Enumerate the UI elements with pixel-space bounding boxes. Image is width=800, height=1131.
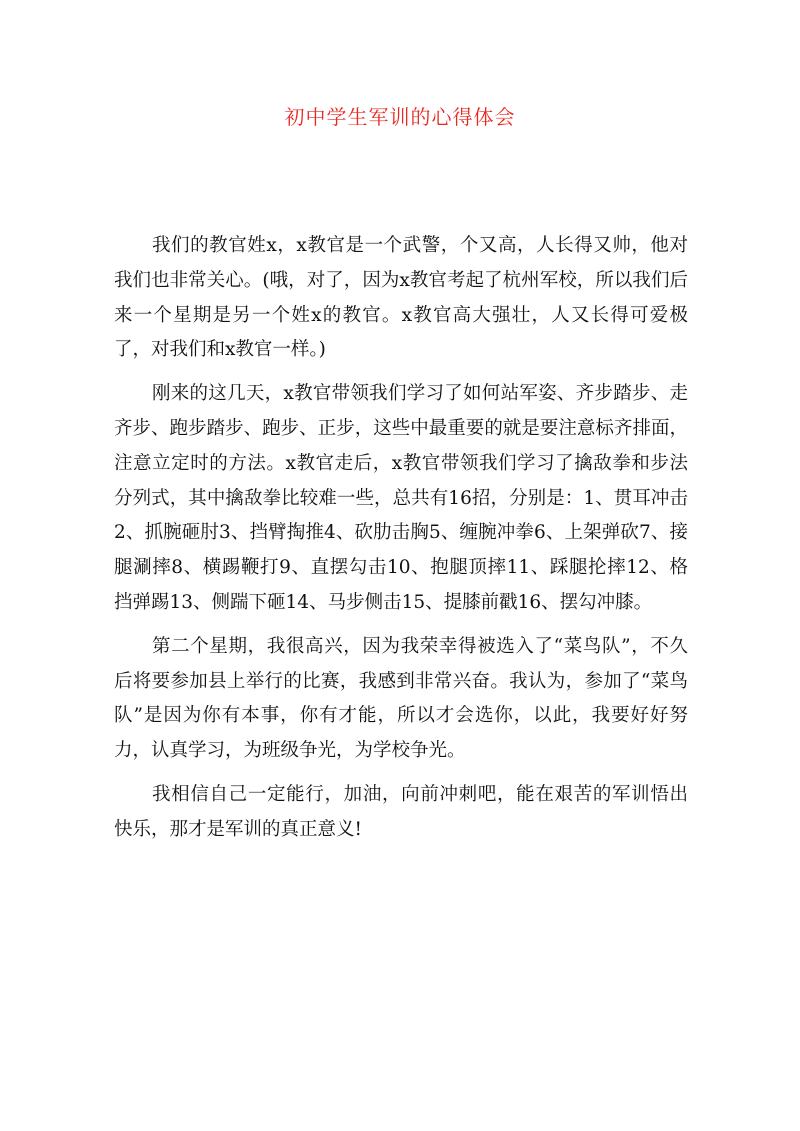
- paragraph-4: 我相信自己一定能行，加油，向前冲刺吧，能在艰苦的军训悟出快乐，那才是军训的真正意义!: [114, 783, 688, 840]
- paragraph-2: 刚来的这几天，x教官带领我们学习了如何站军姿、齐步踏步、走齐步、跑步踏步、跑步、正步，这些中最重要的就是要注意标齐排面，注意立定时的方法。x教官走后，x教官带领我们学习了擒敌拳和步法分列式，其中擒敌拳比较难一些，总共有16招，分别是：1、贯耳冲击2、抓腕砸肘3、挡臂掏推4、砍肋击胸5、缠腕冲拳6、上架弹砍7、接腿涮摔8、横踢鞭打9、直摆勾击10、抱腿顶摔11、踩腿抡摔12、格挡弹踢13、侧踹下砸14、马步侧击15、提膝前戳16、摆勾冲膝。: [114, 383, 688, 613]
- document-title: 初中学生军训的心得体会: [284, 105, 516, 129]
- paragraph-1: 我们的教官姓x，x教官是一个武警，个又高，人长得又帅，他对我们也非常关心。(哦，对了，因为x教官考起了杭州军校，所以我们后来一个星期是另一个姓x的教官。x教官高大强壮，人又长得可爱极了，对我们和x教官一样。): [114, 235, 688, 361]
- document-body: [114, 229, 688, 857]
- paragraph-3: 第二个星期，我很高兴，因为我荣幸得被选入了“菜鸟队”，不久后将要参加县上举行的比赛，我感到非常兴奋。我认为，参加了“菜鸟队”是因为你有本事，你有才能，所以才会选你，以此，我要好好努力，认真学习，为班级争光，为学校争光。: [114, 635, 688, 762]
